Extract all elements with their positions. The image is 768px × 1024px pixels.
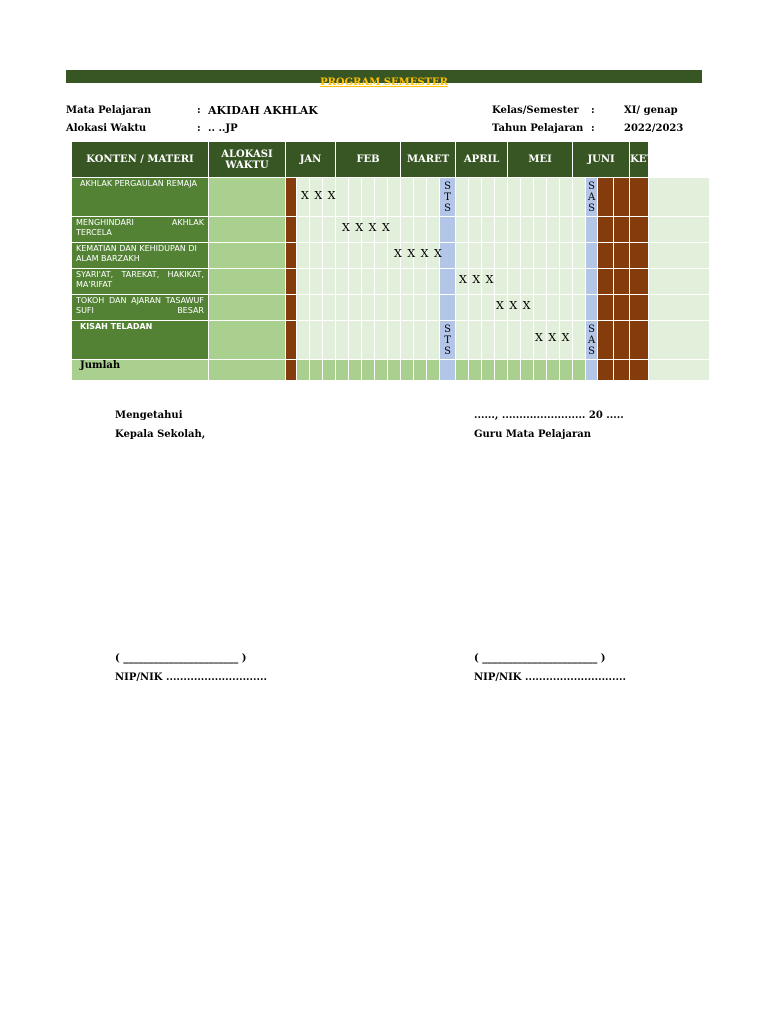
kepala-sekolah-name-line: ( _______________________ ) (115, 653, 247, 664)
week-cell (598, 360, 614, 381)
schedule-marks-row-1: X X X (301, 189, 337, 202)
ket-cell (649, 360, 710, 381)
week-cell (349, 178, 362, 217)
week-cell (521, 178, 534, 217)
header-feb: FEB (336, 142, 401, 178)
week-cell (469, 217, 482, 243)
week-cell (323, 243, 336, 269)
week-cell (614, 217, 630, 243)
header-juni: JUNI (573, 142, 630, 178)
week-cell (521, 321, 534, 360)
week-cell (630, 360, 649, 381)
header-maret: MARET (401, 142, 456, 178)
week-cell (598, 321, 614, 360)
alokasi-value: .. ..JP (208, 123, 238, 134)
week-cell (323, 217, 336, 243)
ket-cell (649, 178, 710, 217)
week-cell (456, 321, 469, 360)
week-cell (297, 243, 310, 269)
week-cell (297, 295, 310, 321)
week-cell (427, 360, 440, 381)
week-cell (456, 243, 469, 269)
week-cell (547, 360, 560, 381)
kelas-value: XI/ genap (624, 105, 678, 116)
week-cell (560, 178, 573, 217)
week-cell (310, 269, 323, 295)
week-cell (560, 295, 573, 321)
week-cell (573, 269, 586, 295)
kelas-colon: : (591, 105, 595, 116)
week-cell (427, 178, 440, 217)
week-cell (297, 269, 310, 295)
mapel-colon: : (197, 105, 201, 116)
week-cell (310, 360, 323, 381)
week-cell (614, 243, 630, 269)
week-cell (495, 243, 508, 269)
week-cell (560, 360, 573, 381)
materi-row-6: KISAH TELADAN (72, 321, 209, 360)
header-mei: MEI (508, 142, 573, 178)
week-cell (508, 178, 521, 217)
week-cell (336, 295, 349, 321)
materi-row-3: KEMATIAN DAN KEHIDUPAN DI ALAM BARZAKH (72, 243, 209, 269)
week-cell (482, 178, 495, 217)
week-cell (414, 321, 427, 360)
week-cell (547, 217, 560, 243)
week-cell (297, 217, 310, 243)
alokasi-label: Alokasi Waktu (66, 123, 147, 134)
week-cell (323, 321, 336, 360)
week-cell (469, 295, 482, 321)
schedule-marks-row-3: X X X X (394, 247, 443, 260)
week-cell (534, 295, 547, 321)
week-cell (375, 178, 388, 217)
ket-cell (649, 295, 710, 321)
week-cell (286, 178, 297, 217)
week-cell (547, 178, 560, 217)
week-cell (598, 217, 614, 243)
week-cell (401, 178, 414, 217)
title-bar (66, 70, 702, 88)
ket-cell (649, 321, 710, 360)
week-cell (521, 360, 534, 381)
week-cell (614, 321, 630, 360)
week-cell (427, 217, 440, 243)
week-cell (614, 178, 630, 217)
week-cell (534, 217, 547, 243)
alokasi-colon: : (197, 123, 201, 134)
week-cell (521, 243, 534, 269)
week-cell (362, 321, 375, 360)
week-cell (310, 217, 323, 243)
week-cell (614, 295, 630, 321)
week-cell (598, 178, 614, 217)
week-cell (521, 269, 534, 295)
week-cell (310, 243, 323, 269)
sas-cell (586, 295, 598, 321)
week-cell (414, 217, 427, 243)
week-cell (362, 178, 375, 217)
week-cell (286, 360, 297, 381)
week-cell (388, 295, 401, 321)
week-cell (482, 243, 495, 269)
sas-cell (586, 243, 598, 269)
week-cell (414, 360, 427, 381)
week-cell (560, 269, 573, 295)
mengetahui-label: Mengetahui (115, 410, 183, 421)
week-cell (547, 295, 560, 321)
week-cell (630, 295, 649, 321)
week-cell (336, 178, 349, 217)
week-cell (388, 321, 401, 360)
week-cell (375, 243, 388, 269)
week-cell (349, 321, 362, 360)
week-cell (362, 269, 375, 295)
week-cell (534, 178, 547, 217)
sts-cell (440, 360, 456, 381)
ket-cell (649, 243, 710, 269)
week-cell (286, 295, 297, 321)
week-cell (630, 269, 649, 295)
week-cell (573, 321, 586, 360)
week-cell (375, 360, 388, 381)
schedule-marks-row-2: X X X X (342, 221, 391, 234)
week-cell (375, 321, 388, 360)
header-jan: JAN (286, 142, 336, 178)
week-cell (508, 243, 521, 269)
tahun-value: 2022/2023 (624, 123, 684, 134)
alokasi-cell (209, 243, 286, 269)
week-cell (414, 178, 427, 217)
week-cell (495, 217, 508, 243)
week-cell (630, 178, 649, 217)
week-cell (323, 295, 336, 321)
week-cell (349, 243, 362, 269)
program-semester-table (71, 141, 710, 381)
week-cell (573, 360, 586, 381)
ket-cell (649, 269, 710, 295)
week-cell (630, 321, 649, 360)
week-cell (560, 243, 573, 269)
tahun-colon: : (591, 123, 595, 134)
week-cell (469, 178, 482, 217)
week-cell (508, 360, 521, 381)
week-cell (456, 360, 469, 381)
week-cell (614, 269, 630, 295)
week-cell (456, 178, 469, 217)
sts-cell (440, 295, 456, 321)
week-cell (349, 360, 362, 381)
week-cell (630, 243, 649, 269)
sts-cell (440, 269, 456, 295)
week-cell (482, 295, 495, 321)
week-cell (573, 178, 586, 217)
week-cell (573, 217, 586, 243)
week-cell (469, 243, 482, 269)
alokasi-cell (209, 360, 286, 381)
week-cell (414, 295, 427, 321)
week-cell (534, 269, 547, 295)
alokasi-cell (209, 178, 286, 217)
week-cell (375, 269, 388, 295)
week-cell (547, 269, 560, 295)
header-konten: KONTEN / MATERI (72, 142, 209, 178)
alokasi-cell (209, 295, 286, 321)
kepala-sekolah-label: Kepala Sekolah, (115, 429, 206, 440)
week-cell (614, 360, 630, 381)
materi-row-2: MENGHINDARI AKHLAK TERCELA (72, 217, 209, 243)
ket-cell (649, 217, 710, 243)
week-cell (508, 321, 521, 360)
week-cell (401, 217, 414, 243)
week-cell (401, 295, 414, 321)
sts-cell (440, 217, 456, 243)
week-cell (495, 269, 508, 295)
alokasi-cell (209, 217, 286, 243)
week-cell (310, 321, 323, 360)
week-cell (573, 243, 586, 269)
week-cell (388, 269, 401, 295)
week-cell (427, 269, 440, 295)
week-cell (297, 321, 310, 360)
week-cell (286, 217, 297, 243)
week-cell (495, 360, 508, 381)
week-cell (336, 269, 349, 295)
date-line: ......, ........................ 20 ..... (474, 410, 624, 421)
week-cell (336, 321, 349, 360)
week-cell (401, 321, 414, 360)
tahun-label: Tahun Pelajaran (492, 123, 584, 134)
week-cell (375, 295, 388, 321)
week-cell (469, 360, 482, 381)
kelas-label: Kelas/Semester (492, 105, 579, 116)
mapel-value: AKIDAH AKHLAK (208, 104, 318, 117)
week-cell (323, 269, 336, 295)
week-cell (573, 295, 586, 321)
sts-cell: S T S (440, 321, 456, 360)
sas-cell (586, 217, 598, 243)
week-cell (349, 269, 362, 295)
week-cell (482, 360, 495, 381)
week-cell (297, 360, 310, 381)
week-cell (401, 269, 414, 295)
sas-cell (586, 360, 598, 381)
week-cell (598, 269, 614, 295)
week-cell (286, 269, 297, 295)
sts-cell: S T S (440, 178, 456, 217)
week-cell (456, 217, 469, 243)
week-cell (560, 217, 573, 243)
week-cell (323, 360, 336, 381)
week-cell (547, 243, 560, 269)
header-april: APRIL (456, 142, 508, 178)
week-cell (508, 269, 521, 295)
guru-label: Guru Mata Pelajaran (474, 429, 591, 440)
week-cell (362, 295, 375, 321)
week-cell (414, 269, 427, 295)
week-cell (495, 321, 508, 360)
schedule-marks-row-4: X X X (459, 273, 495, 286)
page-title: PROGRAM SEMESTER (320, 77, 448, 88)
schedule-marks-row-6: X X X (535, 331, 571, 344)
schedule-marks-row-5: X X X (496, 299, 532, 312)
week-cell (598, 243, 614, 269)
week-cell (630, 217, 649, 243)
week-cell (534, 243, 547, 269)
header-alokasi: ALOKASI WAKTU (209, 142, 286, 178)
guru-name-line: ( _______________________ ) (474, 653, 606, 664)
week-cell (286, 321, 297, 360)
week-cell (598, 295, 614, 321)
materi-row-4: SYARI'AT, TAREKAT, HAKIKAT, MA'RIFAT (72, 269, 209, 295)
alokasi-cell (209, 269, 286, 295)
materi-row-1: AKHLAK PERGAULAN REMAJA (72, 178, 209, 217)
sas-cell: S A S (586, 178, 598, 217)
kepala-sekolah-nip: NIP/NIK ............................. (115, 672, 267, 683)
week-cell (508, 217, 521, 243)
week-cell (456, 295, 469, 321)
jumlah-label: Jumlah (72, 360, 209, 381)
header-ket: KET (630, 142, 649, 178)
week-cell (482, 321, 495, 360)
week-cell (349, 295, 362, 321)
week-cell (427, 295, 440, 321)
alokasi-cell (209, 321, 286, 360)
sas-cell: S A S (586, 321, 598, 360)
week-cell (388, 360, 401, 381)
week-cell (521, 217, 534, 243)
week-cell (336, 360, 349, 381)
week-cell (388, 178, 401, 217)
week-cell (482, 217, 495, 243)
sas-cell (586, 269, 598, 295)
guru-nip: NIP/NIK ............................. (474, 672, 626, 683)
mapel-label: Mata Pelajaran (66, 105, 152, 116)
week-cell (469, 321, 482, 360)
week-cell (286, 243, 297, 269)
week-cell (427, 321, 440, 360)
week-cell (495, 178, 508, 217)
week-cell (362, 360, 375, 381)
week-cell (401, 360, 414, 381)
week-cell (310, 295, 323, 321)
materi-row-5: TOKOH DAN AJARAN TASAWUF SUFI BESAR (72, 295, 209, 321)
week-cell (534, 360, 547, 381)
week-cell (336, 243, 349, 269)
week-cell (362, 243, 375, 269)
